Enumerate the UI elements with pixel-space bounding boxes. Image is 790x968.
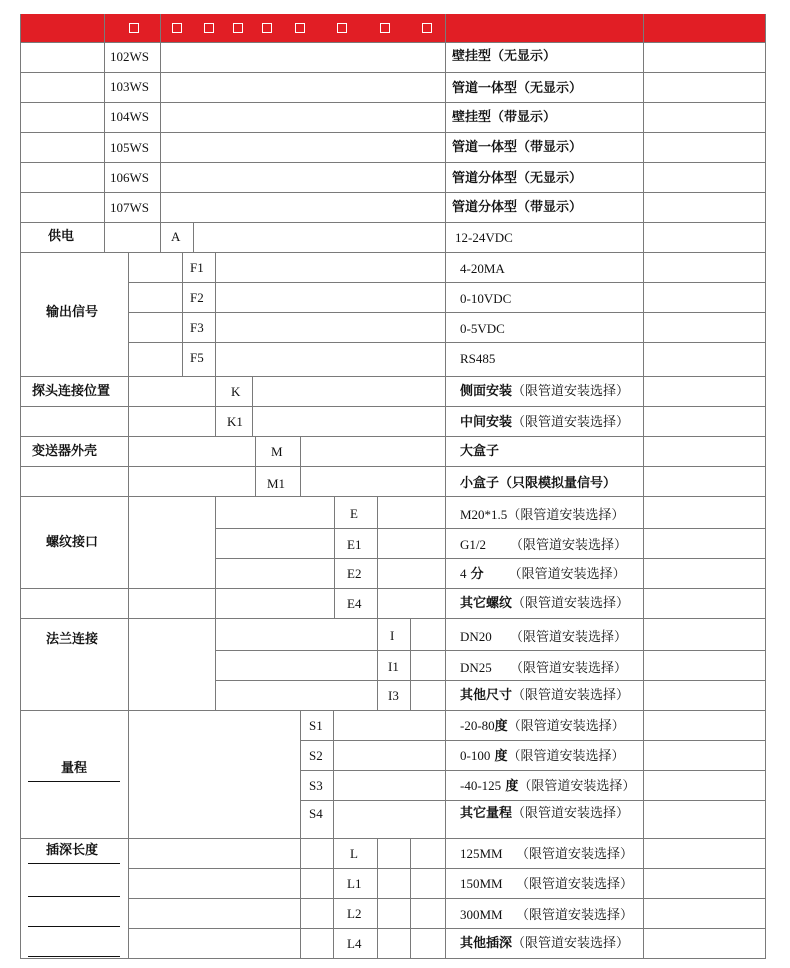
output-desc-f2: 0-10VDC (460, 291, 512, 306)
output-desc-f1: 4-20MA (460, 261, 505, 276)
rule (215, 528, 766, 529)
range-label: 量程 (61, 761, 88, 776)
range-underline (28, 781, 120, 782)
rule (20, 72, 766, 73)
output-desc-f5: RS485 (460, 351, 496, 366)
rule (215, 252, 216, 376)
model-desc-106: 管道分体型（无显示） (452, 171, 583, 186)
rule (410, 618, 411, 710)
flange-desc-i: DN20 （限管道安装选择） (460, 629, 628, 645)
rule (20, 618, 766, 619)
rule (20, 192, 766, 193)
probe-code-k1: K1 (227, 414, 243, 429)
rule (255, 436, 256, 496)
probe-desc-k1: 中间安装（限管道安装选择） (460, 415, 630, 430)
rule (20, 376, 766, 377)
rule (20, 222, 766, 223)
power-label: 供电 (48, 229, 75, 244)
rule (193, 222, 194, 252)
rule (128, 898, 766, 899)
shell-code-m: M (271, 444, 283, 459)
rule (20, 588, 766, 589)
rule (128, 312, 766, 313)
shell-desc-m: 大盒子 (460, 444, 500, 459)
output-code-f2: F2 (190, 290, 204, 305)
rule (377, 838, 378, 958)
depth-desc-l4: 其他插深（限管道安装选择） (460, 936, 630, 951)
header-box-3 (204, 23, 214, 33)
output-desc-f3: 0-5VDC (460, 321, 505, 336)
rule (20, 838, 766, 839)
depth-desc-l: 125MM （限管道安装选择） (460, 846, 634, 862)
thread-desc-e4: 其它螺纹（限管道安装选择） (460, 596, 630, 611)
rule (377, 496, 378, 618)
header-box-9 (422, 23, 432, 33)
thread-desc-e: M20*1.5（限管道安装选择） (460, 507, 625, 523)
flange-desc-i3: 其他尺寸（限管道安装选择） (460, 688, 630, 703)
rule (643, 14, 644, 959)
rule (215, 376, 216, 436)
output-code-f5: F5 (190, 350, 204, 365)
depth-code-l: L (350, 846, 358, 861)
rule (20, 466, 766, 467)
rule (128, 252, 129, 958)
rule (334, 496, 335, 618)
probe-label: 探头连接位置 (32, 384, 111, 399)
depth-underline (28, 956, 120, 957)
rule (215, 558, 766, 559)
model-desc-104: 壁挂型（带显示） (452, 110, 557, 125)
rule (20, 252, 766, 253)
range-code-s1: S1 (309, 718, 323, 733)
thread-desc-e2: 4 分 （限管道安装选择） (460, 566, 626, 582)
model-desc-105: 管道一体型（带显示） (452, 140, 583, 155)
depth-underline (28, 863, 120, 864)
header-box-5 (262, 23, 272, 33)
header-box-1 (129, 23, 139, 33)
rule (300, 800, 766, 801)
model-code-103: 103WS (110, 79, 149, 94)
rule (765, 14, 766, 959)
range-code-s4: S4 (309, 806, 323, 821)
rule (160, 14, 161, 252)
output-code-f3: F3 (190, 320, 204, 335)
depth-underline (28, 896, 120, 897)
range-desc-s3: -40-125 度（限管道安装选择） (460, 778, 636, 794)
range-code-s2: S2 (309, 748, 323, 763)
rule (20, 436, 766, 437)
range-code-s3: S3 (309, 778, 323, 793)
rule (377, 618, 378, 710)
depth-label: 插深长度 (46, 843, 99, 858)
rule (215, 680, 766, 681)
depth-desc-l2: 300MM （限管道安装选择） (460, 907, 634, 923)
model-code-102: 102WS (110, 49, 149, 64)
model-code-106: 106WS (110, 170, 149, 185)
flange-code-i3: I3 (388, 688, 399, 703)
model-desc-102: 壁挂型（无显示） (452, 49, 557, 64)
header-box-6 (295, 23, 305, 33)
shell-desc-m1: 小盒子（只限模拟量信号） (460, 476, 617, 491)
power-desc: 12-24VDC (455, 230, 513, 245)
rule (300, 770, 766, 771)
rule (128, 282, 766, 283)
header-box-8 (380, 23, 390, 33)
model-code-104: 104WS (110, 109, 149, 124)
rule (333, 838, 334, 958)
model-code-105: 105WS (110, 140, 149, 155)
rule (20, 102, 766, 103)
rule (20, 406, 766, 407)
rule (410, 838, 411, 958)
power-code: A (171, 229, 181, 244)
rule (215, 650, 766, 651)
rule (333, 710, 334, 838)
depth-desc-l1: 150MM （限管道安装选择） (460, 876, 634, 892)
output-label: 输出信号 (46, 305, 99, 320)
flange-code-i: I (390, 628, 395, 643)
header-box-4 (233, 23, 243, 33)
rule (300, 838, 301, 958)
thread-code-e2: E2 (347, 566, 362, 581)
rule (20, 496, 766, 497)
thread-code-e: E (350, 506, 358, 521)
output-code-f1: F1 (190, 260, 204, 275)
shell-label: 变送器外壳 (32, 444, 98, 459)
rule (20, 14, 21, 959)
depth-code-l4: L4 (347, 936, 362, 951)
probe-code-k: K (231, 384, 241, 399)
rule (20, 162, 766, 163)
rule (20, 42, 766, 43)
probe-desc-k: 侧面安装（限管道安装选择） (460, 384, 630, 399)
rule (128, 342, 766, 343)
rule (215, 496, 216, 710)
depth-underline (28, 926, 120, 927)
thread-desc-e1: G1/2 （限管道安装选择） (460, 537, 628, 553)
header-box-7 (337, 23, 347, 33)
rule (300, 740, 766, 741)
rule (20, 958, 766, 959)
flange-code-i1: I1 (388, 659, 399, 674)
header-box-2 (172, 23, 182, 33)
range-desc-s4: 其它量程（限管道安装选择） (460, 806, 630, 821)
flange-label: 法兰连接 (46, 632, 99, 647)
rule (182, 252, 183, 376)
rule (300, 436, 301, 496)
rule (104, 14, 105, 252)
model-desc-103: 管道一体型（无显示） (452, 81, 583, 96)
model-desc-107: 管道分体型（带显示） (452, 200, 583, 215)
model-code-107: 107WS (110, 200, 149, 215)
shell-code-m1: M1 (267, 476, 286, 491)
depth-code-l2: L2 (347, 906, 362, 921)
range-desc-s2: 0-100 度（限管道安装选择） (460, 748, 625, 764)
thread-code-e4: E4 (347, 596, 362, 611)
rule (20, 710, 766, 711)
range-desc-s1: -20-80度（限管道安装选择） (460, 718, 625, 734)
rule (300, 710, 301, 838)
rule (128, 928, 766, 929)
rule (20, 132, 766, 133)
thread-label: 螺纹接口 (46, 535, 99, 550)
thread-code-e1: E1 (347, 537, 362, 552)
depth-code-l1: L1 (347, 876, 362, 891)
rule (252, 376, 253, 436)
flange-desc-i1: DN25 （限管道安装选择） (460, 660, 628, 676)
rule (128, 868, 766, 869)
rule (445, 14, 446, 959)
